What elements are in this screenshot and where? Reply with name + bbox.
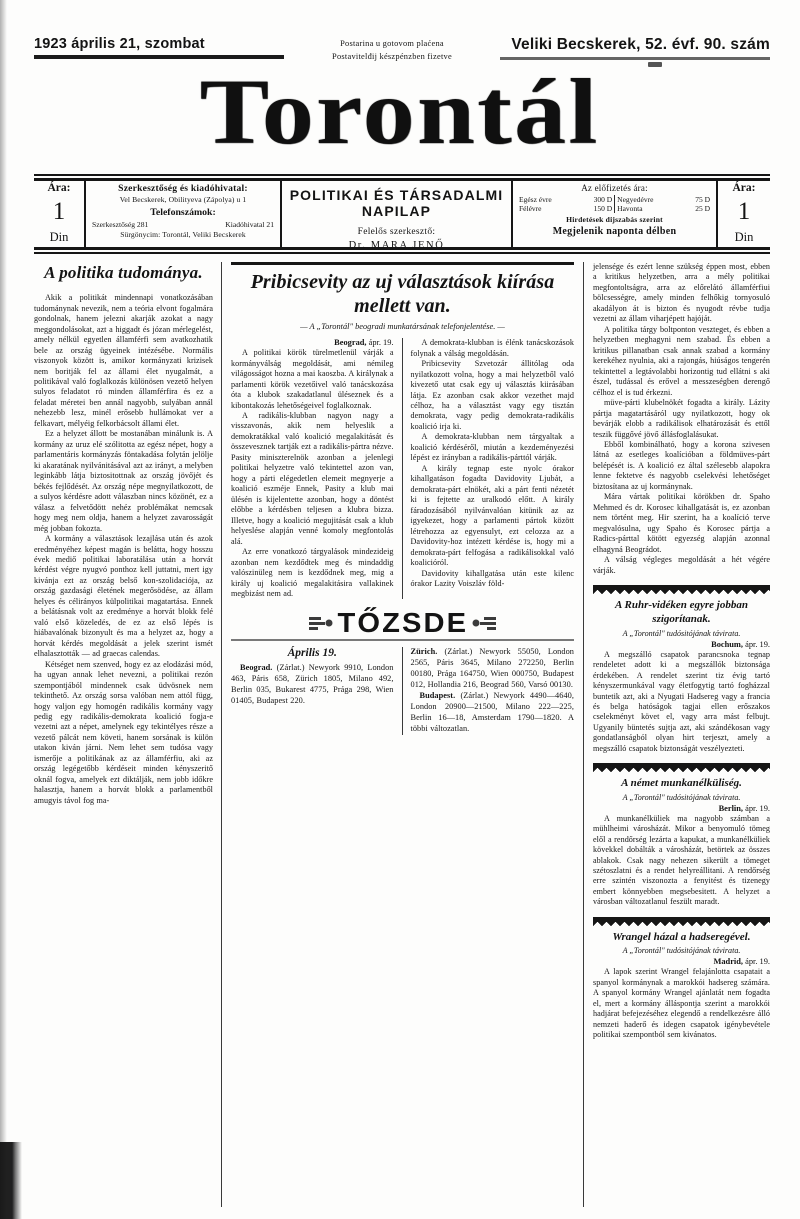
lead-subcolumns bbox=[231, 338, 574, 599]
phone-publisher: Kiadóhivatal 21 bbox=[225, 220, 274, 229]
price-label-left: Ára: bbox=[47, 182, 71, 194]
postage-block bbox=[287, 36, 497, 63]
sub-term-halfyearly: Félévre bbox=[519, 204, 542, 213]
tozsde-city: Budapest. bbox=[419, 691, 456, 701]
editorial-paragraph: Kétséget nem szenved, hogy ez az elodázási mód, ha ugyan annak lehet nevezni, a politikai rezón szempontjából mindennek csak üdvösnek nem tekinthető. Az ország sorsa valóban nem attól függ, hogy valjon egy homogén radikális kormány vagy pedig egy radikális-demokrata koalició fogja-e vezetni azt a népet, amelynek egy tekintélyes része a vezető pálcát nem követi, hanem sorsának is külön utakon kiván járni. Nem lehet sem tudósa vagy ismerője a politikának az az államférfiu, aki az ország legégetőbb kérdéseit minden kényszeritő oknál fogva, amelyek ezt diktálják, nem jobb időkre halasztja, hanem a horvát blokk a parlamentből amugyis távol fog ma- bbox=[34, 659, 213, 805]
price-value-right: 1 bbox=[737, 198, 751, 226]
sub-term-quarterly: Negyedévre bbox=[615, 195, 682, 204]
lead-subcolumn-right bbox=[403, 338, 575, 599]
subscription-title: Az előfizetés ára: bbox=[581, 183, 648, 193]
editorial-paragraph: Ez a helyzet állott be mostanában minálunk is. A kormány az uruz elé szólitotta az egész népet, hogy a parlamentáris kormányzás föntakadása folytán jelölje ki akaratának nyilvánitásával azt az irányt, a melyben leginkább látja biztositottnak az ország jövőjét és békés fejlődését. Az ország népe megnyilatkozott, de a sulyos kérdésre adott válaszban nincs közönét, ez a válasz a felvetődött nehéz problémákat nemcsak hogy meg nem oldja, hanem a helyzet zavarosságát még jobban fokozta. bbox=[34, 429, 213, 533]
phone-editorial: Szerkesztőség 281 bbox=[92, 220, 149, 229]
lead-paragraph: A radikális-klubban nagyon nagy a visszavonás, akik nem helyeslik a demokratákkal való koalició megalakitását és összevesznek tartják ezt a radikális-pártra nézve. Pasity miniszterelnök azonban a jelenlegi politikai helyzetre való tekintettel azon van, hogy a párti elégedetlen elemeit megnyerje a koalició eszméje Ennek, Pasity a klub mai ülésén is kijelentette azonban, hogy a döntést előbbe a kérdésben teljesen a klubra bizza. Illetve, hogy a koalició megujitását csak a klub helyeslése alapján venné komoly megfontolás alá. bbox=[231, 411, 394, 546]
lead-top-rule bbox=[231, 262, 574, 265]
brief-dateline-city: Berlin, bbox=[718, 803, 744, 813]
tozsde-right-ornament-icon bbox=[471, 613, 497, 633]
tozsde-title: TŐZSDE bbox=[337, 607, 468, 639]
tozsde-header bbox=[231, 609, 574, 637]
lead-paragraph: Davidovity kihallgatása után este kilenc órakor Lazity Voiszláv föld- bbox=[410, 568, 574, 588]
paper-type: POLITIKAI ÉS TÁRSADALMI NAPILAP bbox=[289, 187, 504, 219]
lead-paragraph: Pribicsevity Szvetozár állitólag oda nyilatkozott volna, hogy a mai helyzetből való kivezető utat csak egy uj választás kiirásában látja. Ez azonban csak akkor vezethet majd célhoz, ha a választást vagy egy tisztán demokrata, vagy pedig demokrata-radikális koalició irja ki. bbox=[410, 359, 574, 431]
lead-paragraph: A demokrata-klubban nem tárgyaltak a koalició kérdéséről, miután a kezdeményezési lépést ez irányban a radikális-párttól várják. bbox=[410, 432, 574, 463]
lead-headline: Pribicsevity az uj választások kiírása mellett van. bbox=[250, 271, 555, 317]
sub-price-monthly: 25 D bbox=[695, 204, 710, 213]
editorial-paragraph: Akik a politikát mindennapi vonatkozásában tudománynak nevezik, nem a teória elvont fogalmára gondolnak, hanem jelezni akarják azokat a nagy meggondolásokat, azt a higgadt és józan mérlegelést, amely nélkül egyetlen államférfi sem avatkozhatik bele az ország ügyeinek intézésébe. Normális viszonyok között is, amikor kormányzati krizisek nem boritják fel az állami élet nyugalmát, a politikával való foglalkozás különösen vezető helyen sulyos feladatot ró minden államférfira és ez a feladat méretei ben annál nagyobb, sulyában annál nehezebb lesz, minél erősebb hullámokat ver a felkavart, mélyéig felkorbácsolt állami élet. bbox=[34, 293, 213, 428]
decorative-zigzag-rule bbox=[593, 585, 770, 594]
publication-frequency: Megjelenik naponta délben bbox=[552, 226, 677, 237]
price-value-left: 1 bbox=[52, 198, 66, 226]
paper-type-box bbox=[282, 181, 513, 251]
tozsde-left-ornament-icon bbox=[308, 613, 334, 633]
tozsde-kind: (Zárlat.) bbox=[276, 663, 305, 673]
editorial-office-title: Szerkesztőség és kiadóhivatal: bbox=[118, 183, 248, 194]
tozsde-subcolumn-left bbox=[231, 647, 403, 735]
tozsde-kind: (Zárlat.) bbox=[444, 647, 473, 657]
brief-dateline-city: Bochum, bbox=[711, 639, 744, 649]
brief-headline: A német munkanélküliség. bbox=[621, 777, 742, 790]
column-editorial bbox=[34, 262, 222, 1207]
phone-numbers-title: Telefonszámok: bbox=[150, 207, 216, 218]
lead-subcolumn-left bbox=[231, 338, 403, 599]
brief-body: A munkanélküliek ma nagyobb számban a mühlheimi városházát. Mikor a benyomuló tömeg elől a rendőrség lezárta a kapukat, a munkanélküliek kövekkel dobálták a városházát, betörtek az összes ablakok. Csak nagy nehezen sikerült a tömeget szétoszlatni és a rendet helyreállitani. A rendőrség erre szintén viszonozta a fenyitést és tizenegy embert könnyebben megsebesitett. A helyzet a városban változatlanul feszült maradt. bbox=[593, 813, 770, 907]
sub-price-quarterly: 75 D bbox=[695, 195, 710, 204]
right-column-paragraph: Mára vártak politikai körökben dr. Spaho Mehmed és dr. Korosec kihallgatását is, ez azonban nem történt meg. Hir szerint, ha a koalíció terve megvalósulna, ugy Spaho és Korosec pártja a Radics-párttal kötött egyezség alapján azonnal elhagyná Beográdot. bbox=[593, 492, 770, 554]
tozsde-quotes: Newyork 55050, London 2565, Páris 3645, Milano 272250, Berlin 00180, Prága 164750, Wien 000750, Budapest 012, Hollandia 216, Beograd 560, Varsó 00130. bbox=[410, 647, 574, 690]
lead-paragraph: A király tegnap este nyolc órakor kihallgatáson fogadta Davidovity Ljubát, a demokrata-párt elnökét, aki a párt fenti nézetét ki is fejtette az uralkodó előtt. A király fáradozásából nyilvánvalóan kitünik az az igyekezet, hogy a parlamenti pártok között létrehozza az egyensulyt, ezt celozza az a Davidovity-hoz intézett kérdése is, hogy mi a demokrata-párt felfogása a radikálisokkal való koalicióról. bbox=[410, 463, 574, 568]
price-currency-right: Din bbox=[734, 230, 754, 244]
lead-continuation-paragraph: A politika tárgy boltponton veszteget, és ebben a helyzetben meghagyni nem szabad. És ebben a kritikus pillanatban csak annak szabad a kormány kerekéhez nyulnia, aki a rajongás, hiúságos tengerén tekintettel a legtávolabbi horizontig tud ellátni s aki észel, tudással és erővel a messzeségben derengő célhoz el is tud érkezni. bbox=[593, 324, 770, 397]
article-columns bbox=[34, 262, 770, 1207]
brief-dateline-city: Madrid, bbox=[713, 957, 744, 967]
tozsde-quote-block bbox=[411, 691, 575, 735]
tozsde-quote-block bbox=[411, 647, 575, 691]
brief-source: A „Torontál" tudósitójának távirata. bbox=[622, 946, 741, 956]
sub-term-yearly: Egész évre bbox=[519, 195, 552, 204]
masthead bbox=[0, 61, 800, 164]
telegram-address: Sürgönycim: Torontál, Veliki Becskerek bbox=[120, 230, 246, 239]
table-row bbox=[517, 195, 712, 204]
brief-dateline-date: ápr. 19. bbox=[745, 803, 770, 813]
sub-price-halfyearly: 150 D bbox=[593, 204, 613, 213]
publication-date: 1923 április 21, szombat bbox=[34, 36, 205, 52]
tozsde-quotes: Newyork 4490—4640, London 20900—21500, Milano 222—225, Berlin 16—18, Amsterdam 1790—1820. A többi változatlan. bbox=[410, 691, 574, 733]
issue-underline-rule bbox=[500, 57, 770, 60]
table-row bbox=[517, 204, 712, 213]
brief-dateline-date: ápr. 19. bbox=[745, 957, 770, 967]
scan-edge-shadow bbox=[0, 0, 7, 1219]
issue-info: Veliki Becskerek, 52. évf. 90. szám bbox=[511, 36, 770, 53]
sub-price-yearly: 300 D bbox=[593, 195, 613, 204]
editorial-office-address: Vel Becskerek, Obilityeva (Zápolya) u 1 bbox=[119, 195, 247, 204]
right-column-paragraph: Ebből kombinálható, hogy a korona szivesen látná az esetleges koalícióban a földmüves-párt belépését is. A koalició ez által szélesebb alapokra lenne fektetve és nagyobb cselekvési lehetőséget biztosítana az uj kormánynak. bbox=[593, 439, 770, 491]
responsible-editor-label: Felelős szerkesztő: bbox=[357, 227, 436, 237]
tozsde-subcolumn-right bbox=[403, 647, 575, 735]
ads-pricing-line: Hirdetések dijszabás szerint bbox=[566, 215, 663, 224]
lead-dateline bbox=[231, 338, 394, 347]
lead-continuation-paragraph: jelensége és ezért lenne szükség éppen most, ebben a kritikus helyzetben, arra a mély politikai megfontoltságra, arra az előrelátó államférfiui bölcsességre, amely minden felhőkig tornyosuló akadályon át is bizton és nyugodt révbe tudja vezetni az állam viharjépett hajóját. bbox=[593, 262, 770, 324]
editorial-office-box bbox=[86, 181, 282, 247]
masthead-date-block bbox=[34, 36, 284, 59]
tozsde-quote-block bbox=[231, 663, 394, 707]
subscription-box bbox=[513, 181, 718, 247]
subscription-table bbox=[517, 195, 712, 213]
postage-line-serbian: Postarina u gotovom plaćena bbox=[340, 39, 444, 48]
tozsde-kind: (Zárlat.) bbox=[460, 691, 489, 701]
brief-body: A megszálló csapatok parancsnoka tegnap rendeletet adott ki a megszállók biztonsága érdekében. A rendelet szerint tiz évig tartó kényszermunkával vagy életfogytig tartó fogházzal buntetik azt, aki a Nyugati Hadsereg vagy a francia és belga hatóságok tagjai ellen erőszakos cselekményt követ el, vagy arra mást felbujt. Ugyanily büntetés sujtja azt, aki szándékosan vagy gondatlanságból olyan hirt terjeszt, amely a megszálló csapatok biztonságát veszélyezteti. bbox=[593, 649, 770, 753]
date-underline-rule bbox=[34, 55, 284, 59]
lead-dateline-date: ápr. 19. bbox=[368, 338, 394, 348]
tozsde-city: Beograd. bbox=[240, 663, 273, 673]
right-column-paragraph: müve-párti klubelnökét fogadta a király. Lázity pártja magatartásáról ugy nyilatkozott, hogy ok bevárják elobb a radikálisok elhatározását és ettől teszik függővé jövő állásfoglalásukat. bbox=[593, 398, 770, 439]
brief-dateline bbox=[593, 640, 770, 649]
lead-paragraph: Az erre vonatkozó tárgyalások mindezideig azonban nem kezdődtek meg és mindaddig valószinüleg nem is kezdődnek meg, mig a király uj koalició megalakitásira vallakinek megbizást nem ad. bbox=[231, 547, 394, 598]
tozsde-date: Április 19. bbox=[287, 647, 337, 660]
brief-dateline-date: ápr. 19. bbox=[745, 639, 770, 649]
price-label-right: Ára: bbox=[732, 182, 756, 194]
brief-dateline bbox=[593, 957, 770, 966]
decorative-zigzag-rule bbox=[593, 763, 770, 772]
editorial-paragraph: A kormány a választások lezajlása után és azok eredményéhez képest magán is belátta, hogy hosszu évek mediő politikai laboratálása után a horvát kérdést végre nyugvó ponthoz kell juttatni, mert igy kivánja ezt az ország belső kon-szolidaciója, az ország gazdasági életének megerősödése, az állam helyes és célirányos külpolitikai magatartása. Ennek a belátásnak volt az eredménye a horvát blokk felé való első közeledés, de ez az első lépés is hiábavalónak bizonyult és ma a helyzet az, hogy a horvát kérdés megoldását a jelek szerint ismét elhalasztották — ad graecas calendas. bbox=[34, 534, 213, 659]
brief-body: A lapok szerint Wrangel felajánlotta csapatait a spanyol kormánynak a marokkói hadsereg számára. A spanyol kormány Wrangel ajánlatát nem fogadta el, mert a kormány álláspontja szerint a marokkói hadjárat befejezéséhez elegendő a rendelkezésre álló nemzeti haderő és idegen csapatok igénybevétele politikai szempontból sem kivánatos. bbox=[593, 967, 770, 1039]
masthead-infobox bbox=[34, 178, 770, 250]
tozsde-city: Zürich. bbox=[410, 647, 438, 657]
brief-source: A „Torontál" tudósitójának távirata. bbox=[622, 792, 741, 802]
lead-dateline-city: Beograd, bbox=[334, 338, 367, 348]
phone-numbers-row bbox=[90, 220, 276, 229]
brief-source: A „Torontál" tudósitójának távirata. bbox=[622, 628, 741, 638]
price-box-right bbox=[718, 181, 770, 247]
column-lead-story bbox=[222, 262, 584, 1207]
lead-paragraph: A politikai körök türelmetlenül várják a kormányválság megoldását, ami némileg világosságot hozna a mai kaoszba. A királynak a parlamenti körök vezetőivel való tanácskozása óta a klubok szakadatlanul üléseznek és a kibontakozás lehetőségeivel foglalkoznak. bbox=[231, 348, 394, 410]
scan-edge-dark bbox=[0, 1142, 22, 1219]
brief-dateline bbox=[593, 804, 770, 813]
tozsde-subcolumns bbox=[231, 647, 574, 735]
editorial-headline: A politika tudománya. bbox=[44, 263, 203, 282]
price-currency-left: Din bbox=[49, 230, 69, 244]
tozsde-quotes: Newyork 9910, London 463, Páris 658, Zürich 1805, Milano 492, Berlin 035, Bukarest 4775, Prága 298, Wien 01405, Budapest 220. bbox=[231, 663, 394, 706]
lead-paragraph: A demokrata-klubban is élénk tanácskozások folynak a válság megoldásán. bbox=[410, 338, 574, 358]
sub-term-monthly: Havonta bbox=[615, 204, 682, 213]
lead-source-note: — A „Torontál" beogradi munkatársának telefonjelentése. — bbox=[300, 322, 505, 332]
newspaper-title-logo: Torontál bbox=[200, 61, 600, 164]
brief-headline: Wrangel házal a hadseregével. bbox=[612, 930, 751, 943]
tozsde-rule bbox=[231, 639, 574, 641]
column-briefs bbox=[584, 262, 770, 1207]
right-column-paragraph: A válság végleges megoldását a hét végére várják. bbox=[593, 555, 770, 575]
postage-line-hungarian: Postavitelđij készpénzben fizetve bbox=[332, 51, 452, 61]
brief-headline: A Ruhr-vidéken egyre jobban szigorítanak. bbox=[615, 599, 748, 626]
decorative-zigzag-rule bbox=[593, 917, 770, 926]
editor-name: Dr. MARA JENŐ bbox=[348, 240, 445, 251]
price-box-left bbox=[34, 181, 86, 247]
